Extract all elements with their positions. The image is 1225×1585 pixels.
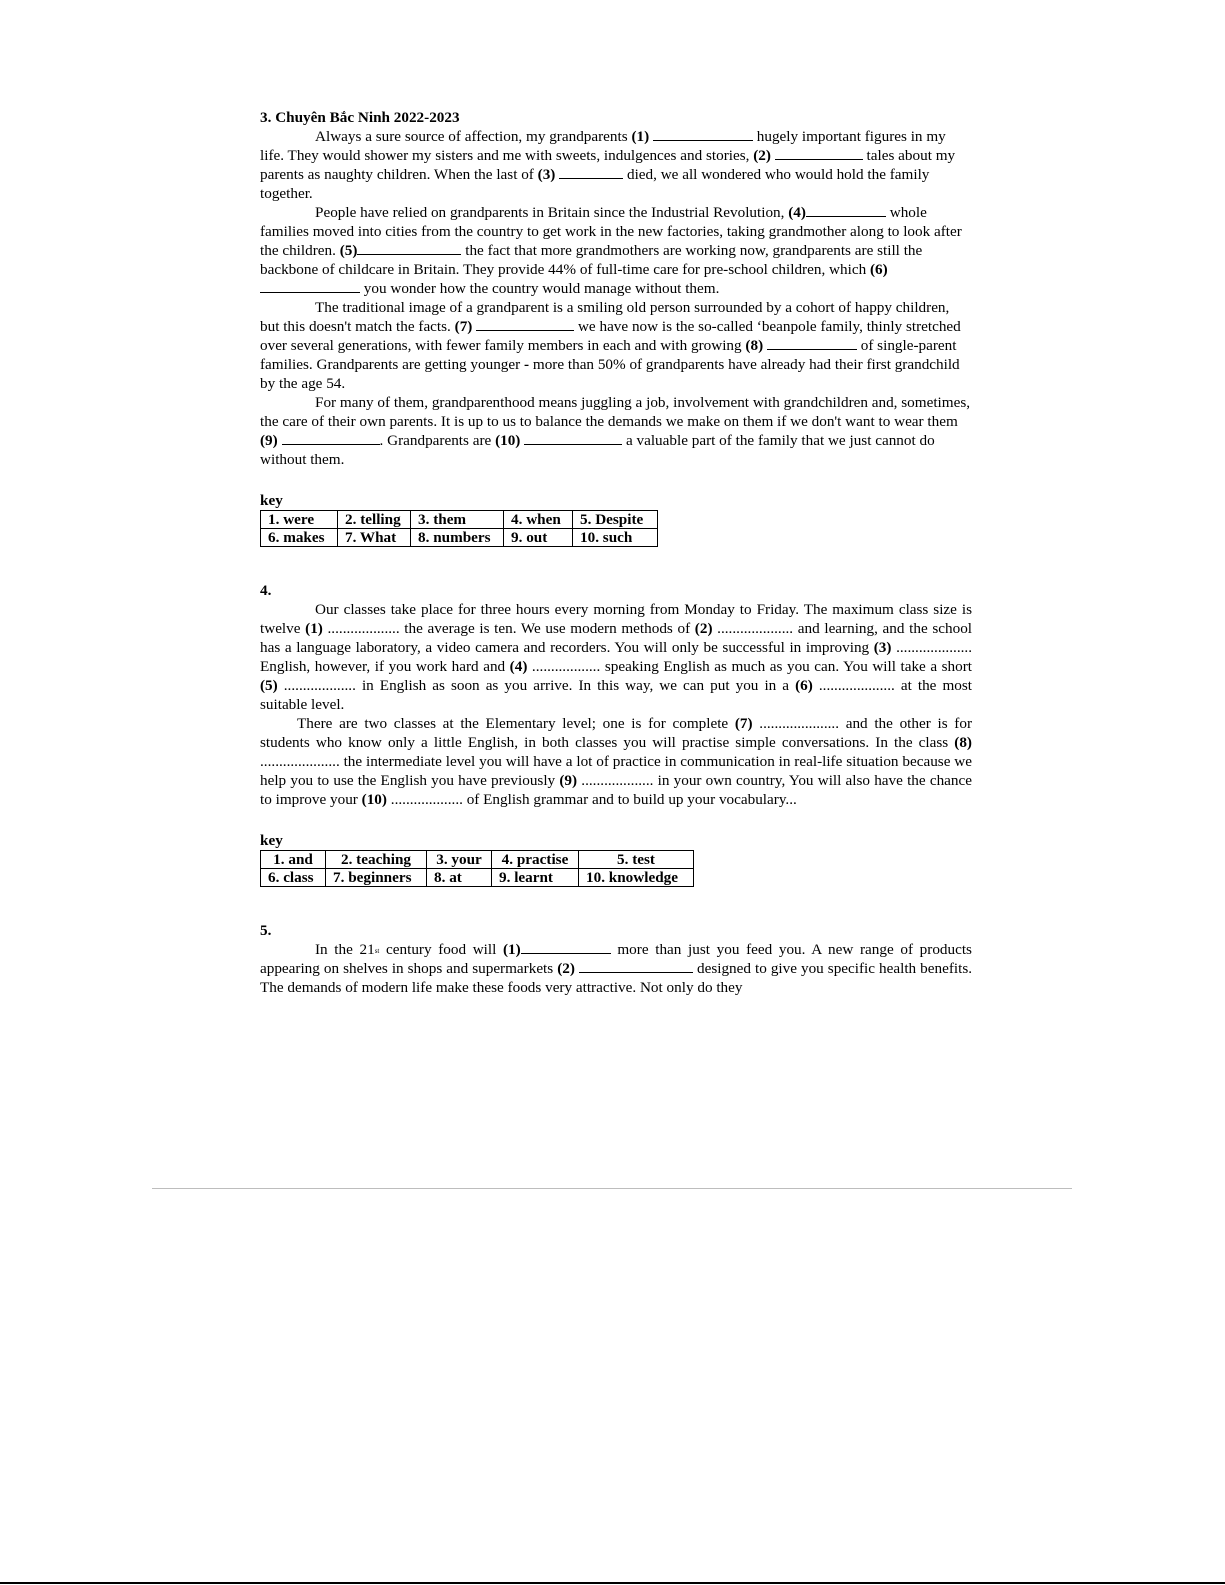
section-4	[260, 581, 972, 887]
text: century food will	[379, 941, 503, 958]
table-row	[261, 851, 694, 869]
blank-number-8: (8)	[745, 337, 764, 354]
text: more than 50% of grandparents have already had their first grandchild by the age 54.	[260, 356, 960, 392]
section-3-answer-key-table	[260, 510, 658, 547]
blank-number-1: (1)	[503, 941, 521, 958]
answer-blank-8[interactable]	[767, 336, 857, 350]
blank-number-10: (10)	[495, 432, 521, 449]
answer-blank-4[interactable]	[806, 203, 886, 217]
table-cell: 4. when	[504, 511, 573, 529]
answer-dots-6[interactable]: ....................	[812, 677, 895, 694]
table-cell: 3. your	[427, 851, 492, 869]
table-cell: 6. makes	[261, 529, 338, 547]
blank-number-3: (3)	[537, 166, 556, 183]
table-cell: 5. test	[579, 851, 694, 869]
section-3	[260, 108, 972, 547]
text: Our classes take place for three hours every morning from Monday to Friday. The maximum class size is twelve	[260, 601, 972, 637]
table-cell: 7. beginners	[326, 869, 427, 887]
table-cell: 1. were	[261, 511, 338, 529]
answer-dots-8[interactable]: .....................	[260, 753, 340, 770]
blank-number-3: (3)	[873, 639, 892, 656]
text: we have now is the so-called ‘beanpole family, thinly stretched over several generations, with fewer family members in each and with growing	[260, 318, 961, 354]
section-4-title: 4.	[260, 582, 272, 599]
answer-blank-1[interactable]	[653, 127, 753, 141]
answer-dots-5[interactable]: ...................	[277, 677, 356, 694]
blank-number-6: (6)	[795, 677, 813, 694]
blank-number-10: (10)	[361, 791, 387, 808]
answer-blank-7[interactable]	[476, 317, 574, 331]
table-row	[261, 869, 694, 887]
answer-blank-9[interactable]	[282, 431, 380, 445]
blank-number-4: (4)	[509, 658, 528, 675]
spacer	[260, 887, 972, 921]
blank-number-2: (2)	[753, 147, 771, 164]
page-divider	[152, 1188, 1072, 1189]
text: hugely important figures in my life. They would shower my sisters and me with sweets, indulgences and stories,	[260, 128, 946, 164]
text: designed to give you specific health benefits. The demands of modern life make these foods very attractive. Not only do they	[260, 960, 973, 996]
text: in your own country, You will also have the chance to improve your	[260, 772, 972, 808]
answer-blank-2[interactable]	[579, 959, 693, 973]
document-page	[260, 108, 972, 997]
dash: -	[524, 356, 530, 373]
table-cell: 4. practise	[492, 851, 579, 869]
answer-dots-3[interactable]: ....................	[891, 639, 973, 656]
blank-number-2: (2)	[557, 960, 575, 977]
text: the fact that more grandmothers are working now, grandparents are still the backbone of childcare in Britain. They provide 44% of full-time care for pre-school children, which	[260, 242, 923, 278]
text: in English as soon as you arrive. In this way, we can put you in a	[355, 677, 796, 694]
bottom-border	[0, 1582, 1225, 1584]
text: the intermediate level you will have a lot of practice in communication in real-life situation because we help you to use the English you have previously	[260, 753, 972, 789]
text: of single-parent families. Grandparents are getting younger	[260, 337, 957, 373]
section-3-paragraph-4	[260, 393, 972, 469]
text: For many of them, grandparenthood means juggling a job, involvement with grandchildren and, sometimes, the care of their own parents. It is up to us to balance the demands we make on them if we don't want to wear them	[260, 394, 971, 430]
text: you wonder how the country would manage without them.	[360, 280, 720, 297]
text: more than just you feed you. A new range of products appearing on shelves in shops and supermarkets	[260, 941, 972, 977]
table-cell: 8. numbers	[411, 529, 504, 547]
text: Always a sure source of affection, my grandparents	[315, 128, 632, 145]
text: In the 21	[315, 941, 375, 958]
answer-dots-4[interactable]: ..................	[527, 658, 601, 675]
text: and the other is for students who know only a little English, in both classes you will practise simple conversations. In the class	[260, 715, 973, 751]
text: . Grandparents are	[379, 432, 496, 449]
text: a valuable part of the family that we just cannot do without them.	[260, 432, 935, 468]
blank-number-7: (7)	[734, 715, 753, 732]
answer-blank-10[interactable]	[524, 431, 622, 445]
table-row	[261, 529, 658, 547]
blank-number-6: (6)	[869, 261, 888, 278]
answer-dots-1[interactable]: ...................	[322, 620, 400, 637]
blank-number-9: (9)	[559, 772, 578, 789]
answer-dots-10[interactable]: ...................	[386, 791, 463, 808]
blank-number-7: (7)	[454, 318, 473, 335]
answer-blank-5[interactable]	[357, 241, 461, 255]
answer-blank-3[interactable]	[559, 165, 623, 179]
text: of English grammar and to build up your vocabulary...	[462, 791, 797, 808]
section-5-paragraph-1	[260, 940, 972, 997]
section-4-answer-key-table	[260, 850, 694, 887]
table-cell: 1. and	[261, 851, 326, 869]
blank-number-8: (8)	[954, 734, 972, 751]
answer-blank-6[interactable]	[260, 279, 360, 293]
blank-number-1: (1)	[305, 620, 323, 637]
text: English, however, if you work hard and	[260, 658, 510, 675]
text: There are two classes at the Elementary level; one is for complete	[297, 715, 735, 732]
blank-number-9: (9)	[260, 432, 278, 449]
answer-blank-1[interactable]	[521, 940, 611, 954]
section-3-key-label: key	[260, 492, 283, 509]
answer-blank-2[interactable]	[775, 146, 863, 160]
section-3-paragraph-2	[260, 203, 972, 298]
blank-number-1: (1)	[631, 128, 650, 145]
table-cell: 10. such	[573, 529, 658, 547]
answer-dots-9[interactable]: ...................	[577, 772, 654, 789]
text: tales about my parents as naughty children. When the last of	[260, 147, 956, 183]
table-row	[261, 511, 658, 529]
table-cell: 2. teaching	[326, 851, 427, 869]
text: and learning, and the school has a language laboratory, a video camera and recorders. You will only be successful in improving	[260, 620, 973, 656]
superscript: st	[374, 947, 380, 955]
section-4-paragraph-1	[260, 600, 972, 714]
section-4-key-label: key	[260, 832, 283, 849]
blank-number-2: (2)	[694, 620, 713, 637]
table-cell: 2. telling	[338, 511, 411, 529]
text: The traditional image of a grandparent is a smiling old person surrounded by a cohort of happy children, but this doesn't match the facts.	[260, 299, 950, 335]
table-cell: 6. class	[261, 869, 326, 887]
table-cell: 5. Despite	[573, 511, 658, 529]
blank-number-5: (5)	[339, 242, 358, 259]
table-cell: 7. What	[338, 529, 411, 547]
text: speaking English as much as you can. You will take a short	[600, 658, 972, 675]
text: whole families moved into cities from the country to get work in the new factories, taking grandmother along to look after the children.	[260, 204, 962, 259]
text: died, we all wondered who would hold the family together.	[260, 166, 930, 202]
spacer	[260, 547, 972, 581]
table-cell: 10. knowledge	[579, 869, 694, 887]
section-3-paragraph-3	[260, 298, 972, 393]
text: People have relied on grandparents in Britain since the Industrial Revolution,	[315, 204, 789, 221]
text: the average is ten. We use modern methods of	[399, 620, 695, 637]
answer-dots-7[interactable]: .....................	[752, 715, 840, 732]
section-3-paragraph-1	[260, 127, 972, 203]
section-4-paragraph-2	[260, 714, 972, 809]
section-3-title: 3. Chuyên Bắc Ninh 2022-2023	[260, 109, 460, 126]
table-cell: 9. out	[504, 529, 573, 547]
section-5	[260, 921, 972, 997]
table-cell: 9. learnt	[492, 869, 579, 887]
section-5-title: 5.	[260, 922, 272, 939]
answer-dots-2[interactable]: ....................	[712, 620, 794, 637]
blank-number-5: (5)	[260, 677, 278, 694]
table-cell: 8. at	[427, 869, 492, 887]
blank-number-4: (4)	[788, 204, 806, 221]
table-cell: 3. them	[411, 511, 504, 529]
text: at the most suitable level.	[260, 677, 972, 713]
